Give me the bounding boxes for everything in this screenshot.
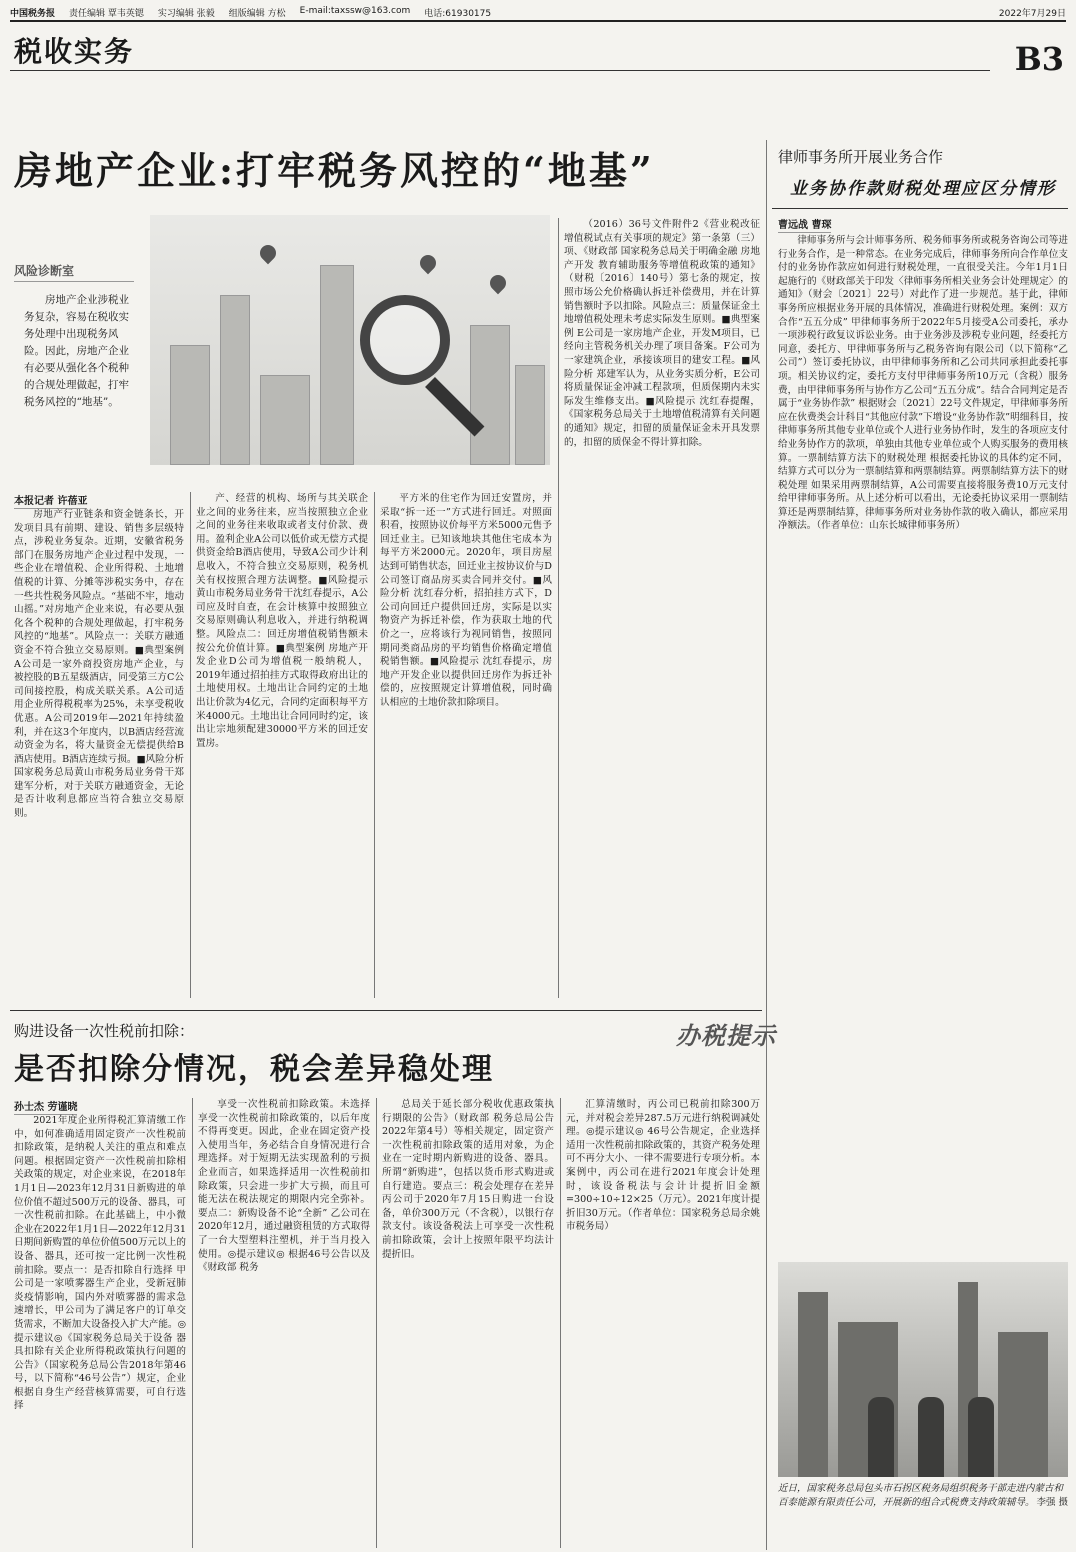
- paper-name: 中国税务报: [10, 9, 56, 19]
- article3-byline: 孙士杰 劳谨晓: [14, 1098, 77, 1115]
- article1-illustration: [150, 215, 550, 465]
- issue-date: 2022年7月29日: [998, 9, 1066, 19]
- photo-credit: 李强 摄: [1036, 1497, 1068, 1508]
- article2-body: 律师事务所与会计师事务所、税务师事务所或税务咨询公司等进行业务合作，是一种常态。在业务完成后，律师事务所向合作单位支付的业务协作款应如何进行财税处理，一直很受关注。今年1月1日起施行的《财政部关于印发〈律师事务所相关业务会计处理规定〉的通知》（财会〔2021〕22号）对此作了进一步规范。基于此，律师事务所应根据业务开展的具体情况，准确进行财税处理。案例：双方合作“五五分成” 甲律师事务所于2022年5月接受A公司委托，承办一项涉税行政复议诉讼业务。由于业务涉及涉税专业问题，经委托方同意，委托方、甲律师事务所与乙税务咨询有限公司（以下简称“乙公司”）签订委托协议，由甲律师事务所和乙公司共同承担此委托事项。相关协议约定，委托方支付甲律师事务所10万元（含税）服务费，由甲律师事务所与协作方乙公司“五五分成”。结合合同判定是否属于“业务协作款” 根据财会〔2021〕22号文件规定，甲律师事务所应在伙费类会计科目“其他应付款”下增设“业务协作款”明细科目，按律师事务所其他专业单位或个人进行业务协作时，发生的各项应支付给业务协作方的款项，单独由其他专业单位或个人购买服务的费用核算。一票制结算方法下的财税处理 根据委托协议的具体约定不同，结算方式可以分为一票制结算和两票制结算。两票制结算方法下的财税处理 如果采用两票制结算，A公司需要直接将服务费10万元支付给甲律师事务所。从上述分析可以看出，无论委托协议采用一票制结算还是两票制结算，律师事务所对业务协作款的收入确认，都应采用净额法。（作者单位：山东长城律师事务所）: [778, 235, 1068, 532]
- editor-credit: 责任编辑 覃韦英锶: [69, 9, 144, 19]
- column-divider: [766, 140, 767, 1550]
- contact-email: E-mail:taxssw@163.com: [299, 6, 411, 16]
- article1-col1: 房地产行业链条和资金链条长，开发项目具有前期、建设、销售多层级特点，涉税业务复杂。近期，安徽省税务部门在服务房地产企业过程中发现，一些企业在增值税、企业所得税、土地增值税的计算、分摊等涉税实务中，存在一些共性税务风险点。“基础不牢，地动山摇。”对房地产企业来说，有必要从强化各个税种的合规处理做起，打牢税务风控的“地基”。风险点一：关联方融通资金不符合独立交易原则。■典型案例 A公司是一家外商投资房地产企业，与被控股的B五星级酒店，同受第三方C公司间接控股，构成关联关系。A公司适用企业所得税税率为25%，未享受税收优惠。A公司2019年—2021年持续盈利，并在这3个年度内，以B酒店经营流动资金为名，将大量资金无偿提供给B酒店使用。B酒店连续亏损。■风险分析 国家税务总局黄山市税务局业务骨干郑建军分析，对于关联方融通资金，无论是否计收利息都应当符合独立交易原则。: [14, 509, 184, 820]
- article2-kicker: 律师事务所开展业务合作: [778, 148, 944, 166]
- section-title: 税收实务: [14, 35, 135, 68]
- layout-credit: 组版编辑 方松: [228, 9, 286, 19]
- magnifier-icon: [360, 295, 450, 385]
- article3-headline: 是否扣除分情况，税会差异稳处理: [14, 1052, 494, 1087]
- risk-column: [14, 262, 134, 411]
- article1-col2: 产、经营的机构、场所与其关联企业之间的业务往来，应当按照独立企业之间的业务往来收取或者支付价款、费用。盈利企业A公司以低价或无偿方式提供资金给B酒店使用，导致A公司少计利息收入，不符合独立交易原则，税务机关有权按照合理方法调整。■风险提示 黄山市税务局业务骨干沈红春提示，A公司应及时自查，在会计核算中按照独立交易原则确认利息收入，并进行纳税调整。风险点二：回迁房增值税销售额未按公允价值计算。■典型案例 房地产开发企业D公司为增值税一般纳税人，2019年通过招拍挂方式取得政府出让的土地使用权。土地出让合同约定的土地出让价款为4亿元，合同约定面积每平方米4000元。土地出让合同同时约定，该出让宗地须配建30000平方米的回迁安置房。: [196, 493, 368, 749]
- article1-intro: 房地产企业涉税业务复杂，容易在税收实务处理中出现税务风险。因此，房地产企业有必要从强化各个税种的合规处理做起，打牢税务风控的“地基”。: [24, 294, 129, 408]
- page-number: B3: [1014, 40, 1064, 78]
- article3-col2: 享受一次性税前扣除政策。未选择享受一次性税前扣除政策的，以后年度不得再变更。因此，企业在固定资产投入使用当年，务必结合自身情况进行合理选择。对于短期无法实现盈利的亏损企业而言，如果选择适用一次性税前扣除政策，只会进一步扩大亏损，而且可能无法在税法规定的期限内完全弥补。要点二：新购设备不论“全新” 乙公司在2020年12月，通过融资租赁的方式取得了一台大型塑料注塑机，并于当月投入使用。◎提示建议◎ 根据46号公告以及《财政部 税务: [198, 1099, 370, 1274]
- section-rule: [10, 70, 990, 71]
- contact-phone: 电话:61930175: [424, 9, 492, 19]
- article1-col3: 平方米的住宅作为回迁安置房，并采取“拆一还一”方式进行回迁。对照面积看，按照协议价每平方米5000元售予回迁业主。已知该地块其他住宅成本为每平方米2000元。2020年，项目房屋达到可销售状态，回迁业主按协议价与D公司签订商品房买卖合同并交付。■风险分析 沈红春分析，招拍挂方式下，D公司向回迁户提供回迁房，实际是以实物资产为拆迁补偿，作为获取土地的代价之一，应将该行为视同销售，按照同期同类商品房的平均销售价格确定增值税销售额。■风险提示 沈红春提示，房地产开发企业以提供回迁房作为拆迁补偿的，应按照规定计算增值税，同时确认相应的土地价款扣除项目。: [380, 493, 552, 708]
- article3-kicker: 购进设备一次性税前扣除：: [14, 1022, 195, 1040]
- article2-headline: 业务协作款财税处理应区分情形: [790, 179, 1056, 199]
- intern-credit: 实习编辑 张毅: [157, 9, 215, 19]
- article1-byline: 本报记者 许蓓亚: [14, 492, 87, 509]
- column-stamp: 办税提示: [676, 1021, 776, 1050]
- photo-caption: 近日，国家税务总局包头市石拐区税务局组织税务干部走进内蒙古和百泰能源有限责任公司，开展新的组合式税费支持政策辅导。 李强 摄: [778, 1483, 1068, 1508]
- column-label: 风险诊断室: [14, 262, 134, 282]
- article2-byline: 曹远战 曹琛: [778, 216, 831, 233]
- article3-col3: 总局关于延长部分税收优惠政策执行期限的公告》（财政部 税务总局公告2022年第4号）等相关规定，固定资产一次性税前扣除政策的适用对象，为企业在一定时期内新购进的设备、器具。所谓“新购进”，包括以货币形式购进或自行建造。要点三：税会处理存在差异 丙公司于2020年7月15日购进一台设备，单价300万元（不含税），以银行存款支付。该设备税法上可享受一次性税前扣除政策，会计上按照年限平均法计提折旧。: [382, 1099, 554, 1260]
- masthead: [10, 6, 1066, 20]
- article1-col4: （2016）36号文件附件2《营业税改征增值税试点有关事项的规定》第一条第（三）项、《财政部 国家税务总局关于明确金融 房地产开发 教育辅助服务等增值税政策的通知》（财税〔2016〕140号）第七条的规定，按照市场公允价格确认拆迁补偿费用，并在计算销售额时予以扣除。风险点三：质量保证金土地增值税处理未考虑实际发生原则。■典型案例 E公司是一家房地产企业，开发M项目，已经向主管税务机关办理了项目备案。F公司为一家建筑企业，承接该项目的建安工程。■风险分析 郑建军认为，从业务实质分析，E公司将质量保证金冲减工程款项，但质保期内未实际发生维修支出。■风险提示 沈红春提醒，《国家税务总局关于土地增值税清算有关问题的通知》规定，扣留的质量保证金未开具发票的，扣留的质保金不得计算扣除。: [564, 219, 760, 448]
- article3-col4: 汇算清缴时，丙公司已税前扣除300万元，并对税会差异287.5万元进行纳税调减处理。◎提示建议◎ 46号公告规定，企业选择适用一次性税前扣除政策的，其资产税务处理可不再分大小、一律不需要进行专项分析。本案例中，丙公司在进行2021年度会计处理时，该设备税法与会计计提折旧金额=300÷10÷12×25（万元）。2021年度计提折旧30万元。（作者单位：国家税务总局余姚市税务局）: [566, 1099, 760, 1233]
- article3-col1: 2021年度企业所得税汇算清缴工作中，如何准确适用固定资产一次性税前扣除政策，是纳税人关注的重点和难点问题。根据固定资产一次性税前扣除相关政策的规定，对企业来说，在2018年1月1日—2023年12月31日新购进的单位价值不超过500万元的设备、器具，可一次性税前扣除。在此基础上，中小微企业在2022年1月1日—2022年12月31日期间新购置的单位价值500万元以上的设备、器具，还可按一定比例一次性税前扣除。要点一：是否扣除自行选择 甲公司是一家喷雾器生产企业，受新冠肺炎疫情影响，国内外对喷雾器的需求急速增长，甲公司为了满足客户的订单交货需求，不断加大设备投入扩大产能。◎提示建议◎《国家税务总局关于设备 器具扣除有关企业所得税政策执行问题的公告》（国家税务总局公告2018年第46号，以下简称“46号公告”）规定，企业根据自身生产经营核算需要，可自行选择: [14, 1115, 186, 1412]
- top-rule: [10, 20, 1066, 22]
- article1-headline: 房地产企业:打牢税务风控的“地基”: [14, 148, 655, 193]
- news-photo: [778, 1262, 1068, 1477]
